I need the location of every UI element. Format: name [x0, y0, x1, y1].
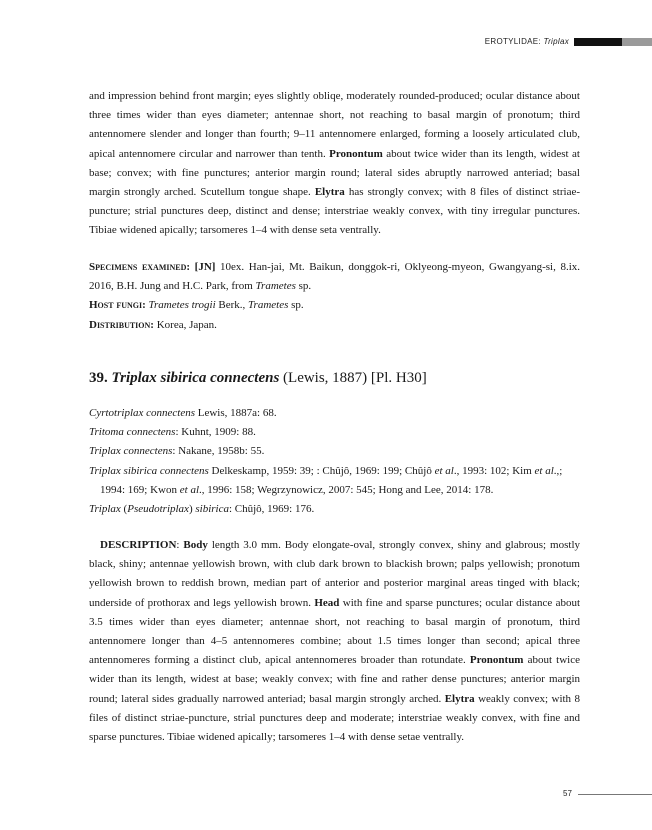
text-run: [JN]: [194, 261, 216, 273]
description-paragraph: and impression behind front margin; eyes slightly obliqe, moderately rounded-produced; ocular distance about three times wider than eyes diameter; antennae short, not reaching to basal margin of pronotum; third antennomere slender and longer than fourth; 9–11 antennomere enlarged, forming a loosely articulated club, apical antennomere circular and narrower than tenth. Pronontum about twice wider than its length, widest at base; convex; with fine punctures; anterior margin round; lateral sides abruptly narrowed anteriad; basal margin strongly arched. Scutellum tongue shape. Elytra has strongly convex; with 8 files of distinct striae-puncture; strial punctures deep, distinct and dense; interstriae weakly convex, with tiny irregular punctures. Tibiae widened apically; tarsomeres 1–4 with dense seta ventrally.: [89, 90, 580, 237]
text-run: Specimens examined:: [89, 261, 195, 273]
text-run: Trametes trogii: [148, 299, 216, 312]
species-heading: 39. Triplax sibirica connectens (Lewis, 1887) [Pl. H30]: [89, 370, 427, 386]
text-run: Triplax connectens: [89, 445, 173, 458]
text-run: et al: [179, 483, 199, 496]
specimen-block: [89, 258, 580, 335]
text-run: Pseudotriplax: [127, 503, 189, 516]
text-run: Tritoma connectens: [89, 426, 176, 439]
text-run: Pronontum: [329, 147, 383, 160]
host-fungi: Host fungi: Trametes trogii Berk., Trametes sp.: [89, 299, 304, 312]
synonymy-list: [89, 404, 580, 519]
synonym-entry: Triplax connectens: Nakane, 1958b: 55.: [89, 445, 265, 458]
text-run: Elytra: [444, 692, 475, 705]
text-run: Body: [183, 539, 208, 551]
specimens-examined: Specimens examined: [JN] 10ex. Han-jai, Mt. Baikun, donggok-ri, Oklyeong-myeon, Gwangyang-si, 8.ix. 2016, B.H. Jung and H.C. Park, from Trametes sp.: [89, 261, 581, 293]
text-run: et al: [534, 464, 554, 477]
page-number: 57: [563, 789, 572, 798]
text-run: Pronontum: [469, 654, 524, 667]
footer-rule: [578, 794, 652, 795]
text-run: Trametes: [248, 299, 289, 312]
prev-species-description: [89, 87, 580, 241]
text-run: Cyrtotriplax connectens: [89, 407, 196, 419]
text-run: Head: [314, 596, 340, 609]
text-run: sibirica: [195, 503, 229, 516]
synonym-entry: Triplax (Pseudotriplax) sibirica: Chûjô, 1969: 176.: [89, 503, 315, 516]
running-header-label: [485, 36, 569, 48]
text-run: et al: [434, 464, 454, 477]
running-header: [0, 36, 652, 50]
header-bar-dark: [574, 38, 622, 46]
text-run: Host fungi:: [89, 299, 149, 312]
header-bar-grey: [622, 38, 652, 46]
page-footer: [0, 788, 652, 802]
species-description: [89, 536, 580, 747]
synonym-entry: Triplax sibirica connectens Delkeskamp, 1959: 39; : Chûjô, 1969: 199; Chûjô et al., 1993: 102; Kim et al.,; 1994: 169; Kwon et al., 1996: 158; Wegrzynowicz, 2007: 545; Hong and Lee, 2014: 178.: [89, 464, 563, 496]
text-run: Distribution:: [89, 318, 157, 331]
header-genus: Triplax: [543, 37, 569, 46]
text-run: 39.: [89, 370, 112, 386]
distribution: Distribution: Korea, Japan.: [89, 318, 217, 331]
header-family: EROTYLIDAE:: [484, 37, 544, 46]
synonym-entry: Cyrtotriplax connectens Lewis, 1887a: 68.: [89, 407, 277, 419]
synonym-entry: Tritoma connectens: Kuhnt, 1909: 88.: [89, 426, 256, 439]
description-paragraph: DESCRIPTION: Body length 3.0 mm. Body elongate-oval, strongly convex, shiny and glabrous; mostly black, shiny; antennae yellowish brown, with club dark brown to blackish brown; palps yellowish; pronotum yellowish brown to reddish brown, median part of anterior and posterior marginal areas tinged with black; underside of prothorax and legs yellowish brown. Head with fine and sparse punctures; ocular distance about 3.5 times wider than eyes diameter; antennae short, not reaching to basal margin of pronotum, third antennomere longer than 4–5 antennomeres combine; about 1.5 times longer than second; apical three antennomeres forming a distinct club, apical antennomeres broader than rotundate. Pronontum about twice wider than its length, widest at base; weakly convex; with fine and rather dense punctures; anterior margin round; lateral sides gradually narrowed anteriad; basal margin strongly arched. Elytra weakly convex; with 8 files of distinct striae-puncture, strial punctures deep and moderate; interstriae weakly convex, with fine and sparse punctures. Tibiae widened apically; tarsomeres 1–4 with dense setae ventrally.: [89, 539, 581, 744]
text-run: DESCRIPTION: [100, 539, 177, 551]
text-run: Triplax sibirica connectens: [89, 464, 209, 477]
text-run: Elytra: [314, 186, 345, 199]
text-run: Trametes: [255, 280, 296, 293]
text-run: Triplax sibirica connectens: [111, 370, 280, 386]
text-run: Triplax: [89, 503, 121, 516]
